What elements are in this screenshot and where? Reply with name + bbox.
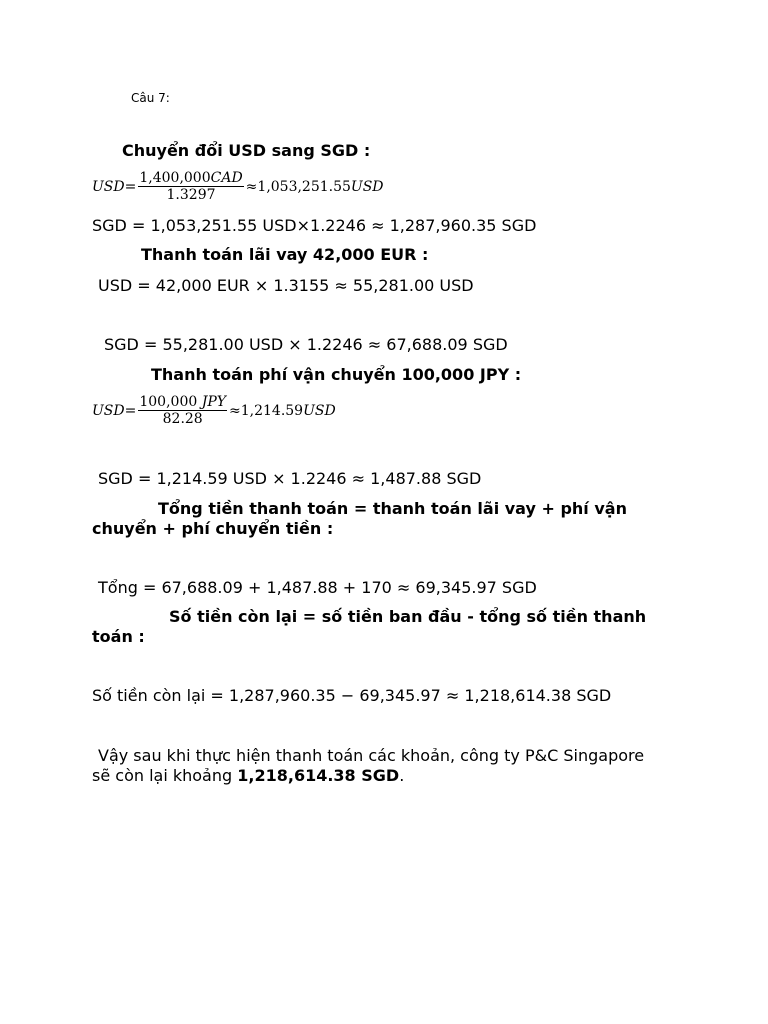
fraction-denominator: 82.28 [162, 411, 203, 427]
fraction-denominator: 1.3297 [166, 187, 216, 203]
interest-sgd-line: SGD = 55,281.00 USD × 1.2246 ≈ 67,688.09 SGD [104, 335, 508, 354]
heading-total-line2: chuyển + phí chuyển tiền : [92, 519, 334, 538]
formula-result-unit: USD [303, 402, 336, 419]
question-label: Câu 7: [131, 91, 170, 105]
conclusion-line2 [92, 766, 404, 786]
formula-fraction [138, 170, 243, 203]
total-line: Tổng = 67,688.09 + 1,487.88 + 170 ≈ 69,345.97 SGD [98, 578, 537, 597]
sgd-conversion-line: SGD = 1,053,251.55 USD×1.2246 ≈ 1,287,960.35 SGD [92, 216, 537, 235]
conclusion-line1: Vậy sau khi thực hiện thanh toán các khoản, công ty P&C Singapore [98, 746, 645, 765]
formula-lhs: USD [92, 402, 125, 419]
heading-interest: Thanh toán lãi vay 42,000 EUR : [141, 245, 429, 264]
fraction-numerator [138, 394, 227, 411]
conclusion-amount: 1,218,614.38 SGD [237, 766, 400, 785]
remaining-line: Số tiền còn lại = 1,287,960.35 − 69,345.97 ≈ 1,218,614.38 SGD [92, 686, 612, 705]
heading-remaining-line1: Số tiền còn lại = số tiền ban đầu - tổng số tiền thanh [169, 607, 647, 626]
conclusion-prefix: sẽ còn lại khoảng [92, 766, 238, 785]
heading-remaining-line2: toán : [92, 627, 145, 646]
numerator-unit: CAD [210, 170, 243, 186]
formula-fraction [138, 394, 227, 427]
formula-approx: ≈ [245, 178, 258, 195]
heading-total-line1: Tổng tiền thanh toán = thanh toán lãi vay + phí vận [158, 499, 627, 518]
numerator-unit: JPY [201, 394, 226, 410]
numerator-value: 100,000 [139, 394, 198, 410]
formula-eq: = [124, 178, 137, 195]
heading-shipping: Thanh toán phí vận chuyển 100,000 JPY : [151, 365, 522, 384]
formula-lhs: USD [92, 178, 125, 195]
formula-result-unit: USD [350, 178, 384, 195]
interest-usd-line: USD = 42,000 EUR × 1.3155 ≈ 55,281.00 USD [98, 276, 474, 295]
formula-result-value: 1,214.59 [240, 402, 304, 419]
formula-eq: = [124, 402, 137, 419]
formula-usd-from-cad [92, 170, 384, 203]
fraction-numerator [138, 170, 243, 187]
formula-usd-from-jpy [92, 394, 336, 427]
shipping-sgd-line: SGD = 1,214.59 USD × 1.2246 ≈ 1,487.88 SGD [98, 469, 482, 488]
heading-usd-to-sgd: Chuyển đổi USD sang SGD : [122, 141, 371, 160]
formula-result-value: 1,053,251.55 [257, 178, 351, 195]
formula-approx: ≈ [229, 402, 241, 419]
conclusion-suffix: . [399, 766, 405, 785]
numerator-value: 1,400,000 [139, 170, 211, 186]
